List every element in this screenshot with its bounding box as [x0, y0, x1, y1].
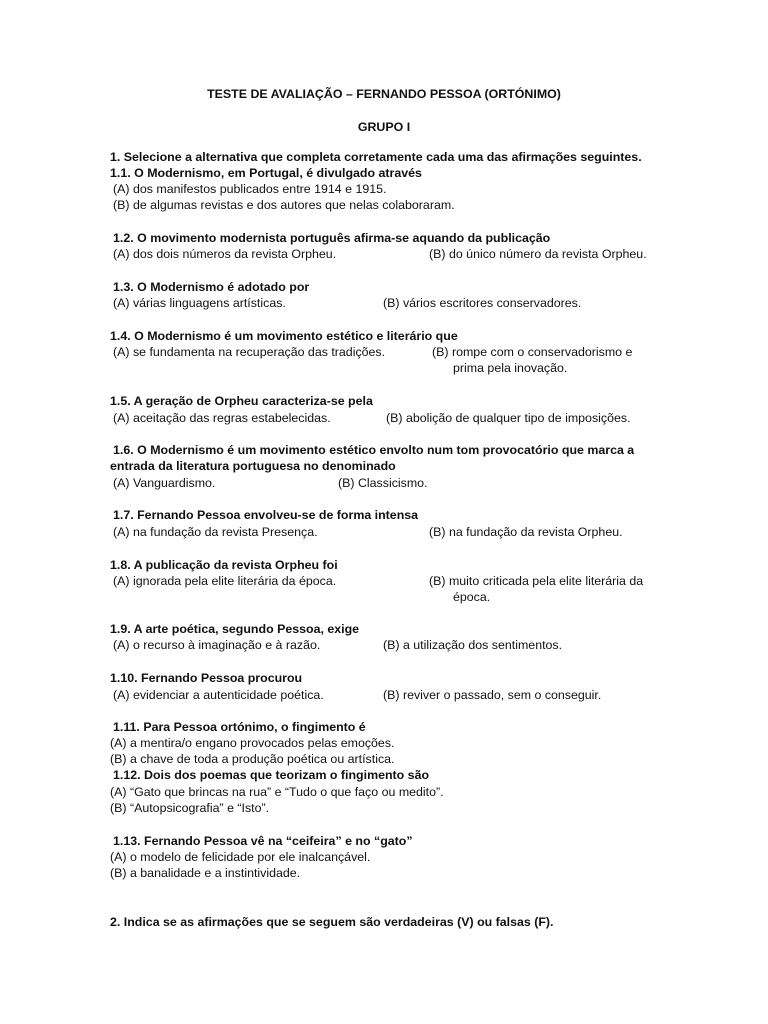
group-heading: GRUPO I — [357, 120, 411, 134]
option-1-2-b: (B) do único número da revista Orpheu. — [429, 247, 647, 261]
question-1-13: 1.13. Fernando Pessoa vê na “ceifeira” e no “gato” — [113, 834, 413, 848]
option-1-5-b: (B) abolição de qualquer tipo de imposições. — [386, 411, 631, 425]
question-1-2: 1.2. O movimento modernista português afirma-se aquando da publicação — [113, 231, 551, 245]
option-1-6-b: (B) Classicismo. — [338, 476, 428, 490]
option-1-4-b: (B) rompe com o conservadorismo e — [432, 345, 633, 359]
option-1-12-b: (B) “Autopsicografia” e “Isto”. — [110, 801, 270, 815]
question-1-4: 1.4. O Modernismo é um movimento estético e literário que — [110, 329, 458, 343]
option-1-11-a: (A) a mentira/o engano provocados pelas emoções. — [110, 736, 395, 750]
option-1-10-b: (B) reviver o passado, sem o conseguir. — [383, 688, 602, 702]
option-1-10-a: (A) evidenciar a autenticidade poética. — [113, 688, 324, 702]
option-1-8-b-cont: época. — [453, 590, 491, 604]
option-1-9-b: (B) a utilização dos sentimentos. — [383, 638, 563, 652]
question-1-stem: 1. Selecione a alternativa que completa corretamente cada uma das afirmações seguintes. — [110, 150, 642, 164]
question-1-10: 1.10. Fernando Pessoa procurou — [110, 671, 303, 685]
question-2-stem: 2. Indica se as afirmações que se seguem são verdadeiras (V) ou falsas (F). — [110, 915, 554, 929]
option-1-1-b: (B) de algumas revistas e dos autores que nelas colaboraram. — [113, 198, 455, 212]
question-1-9: 1.9. A arte poética, segundo Pessoa, exige — [110, 622, 360, 636]
option-1-4-a: (A) se fundamenta na recuperação das tradições. — [113, 345, 386, 359]
question-1-12: 1.12. Dois dos poemas que teorizam o fingimento são — [113, 768, 430, 782]
option-1-12-a: (A) “Gato que brincas na rua” e “Tudo o que faço ou medito”. — [110, 785, 444, 799]
option-1-3-a: (A) várias linguagens artísticas. — [113, 296, 286, 310]
option-1-8-a: (A) ignorada pela elite literária da época. — [113, 574, 337, 588]
option-1-11-b: (B) a chave de toda a produção poética ou artística. — [110, 752, 395, 766]
question-1-6: 1.6. O Modernismo é um movimento estético envolto num tom provocatório que marca a — [113, 443, 635, 457]
option-1-6-a: (A) Vanguardismo. — [113, 476, 216, 490]
question-1-11: 1.11. Para Pessoa ortónimo, o fingimento é — [113, 720, 366, 734]
document-title: TESTE DE AVALIAÇÃO – FERNANDO PESSOA (ORTÓNIMO) — [207, 87, 561, 101]
option-1-3-b: (B) vários escritores conservadores. — [383, 296, 582, 310]
option-1-13-a: (A) o modelo de felicidade por ele inalcançável. — [110, 850, 371, 864]
question-1-5: 1.5. A geração de Orpheu caracteriza-se pela — [110, 394, 373, 408]
option-1-9-a: (A) o recurso à imaginação e à razão. — [113, 638, 321, 652]
question-1-6-cont: entrada da literatura portuguesa no denominado — [110, 459, 396, 473]
question-1-1: 1.1. O Modernismo, em Portugal, é divulgado através — [110, 166, 422, 180]
question-1-3: 1.3. O Modernismo é adotado por — [113, 280, 310, 294]
option-1-4-b-cont: prima pela inovação. — [453, 361, 568, 375]
option-1-8-b: (B) muito criticada pela elite literária da — [429, 574, 644, 588]
question-1-7: 1.7. Fernando Pessoa envolveu-se de forma intensa — [113, 508, 419, 522]
option-1-7-a: (A) na fundação da revista Presença. — [113, 525, 318, 539]
question-1-8: 1.8. A publicação da revista Orpheu foi — [110, 558, 338, 572]
option-1-5-a: (A) aceitação das regras estabelecidas. — [113, 411, 331, 425]
option-1-7-b: (B) na fundação da revista Orpheu. — [429, 525, 623, 539]
option-1-2-a: (A) dos dois números da revista Orpheu. — [113, 247, 337, 261]
option-1-13-b: (B) a banalidade e a instintividade. — [110, 866, 301, 880]
option-1-1-a: (A) dos manifestos publicados entre 1914 e 1915. — [113, 182, 387, 196]
